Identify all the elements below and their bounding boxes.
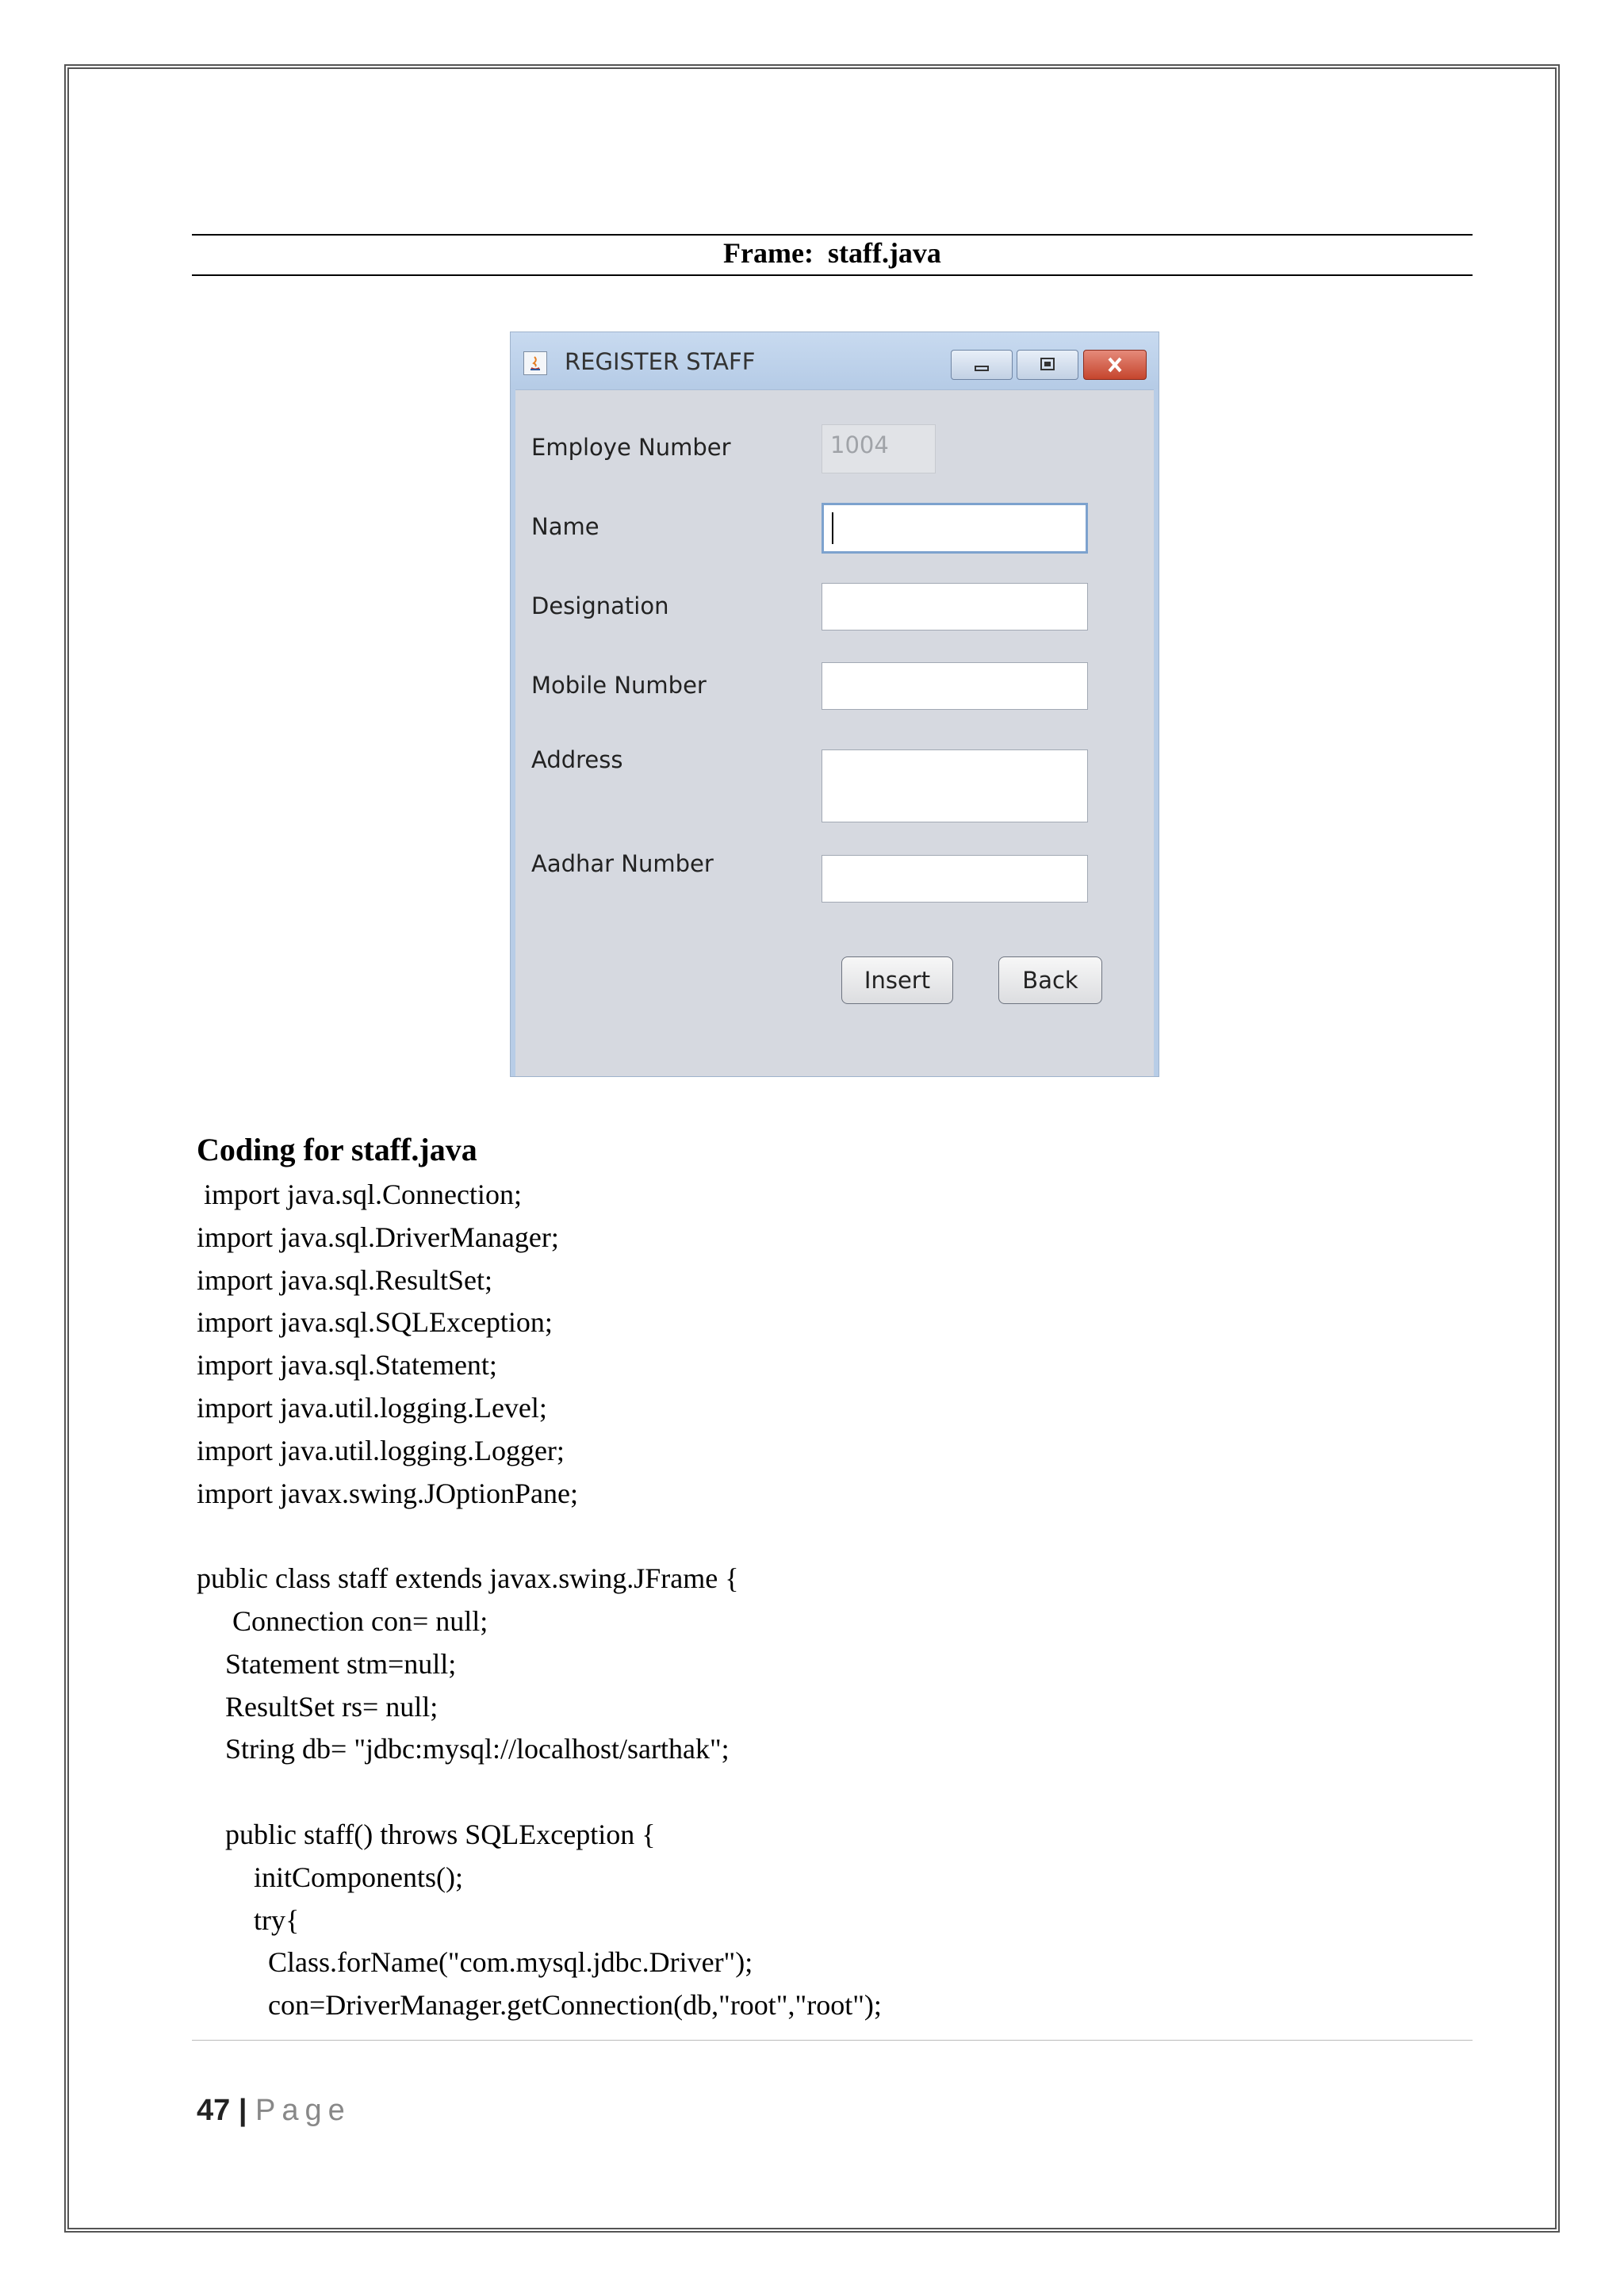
- page-word: Page: [255, 2094, 351, 2127]
- caption-bottom-rule: [192, 274, 1473, 276]
- name-input[interactable]: [822, 503, 1088, 554]
- caption-top-rule: [192, 234, 1473, 236]
- register-staff-window: [510, 332, 1159, 1077]
- aadhar-number-label: Aadhar Number: [531, 850, 714, 877]
- footer-rule: [192, 2040, 1473, 2041]
- name-label: Name: [531, 513, 599, 540]
- window-left-edge: [511, 389, 515, 1076]
- frame-caption: Frame: staff.java: [723, 237, 941, 269]
- minimize-icon: [952, 351, 1012, 379]
- window-titlebar: [511, 332, 1159, 390]
- window-right-edge: [1154, 389, 1159, 1076]
- address-label: Address: [531, 746, 623, 773]
- code-heading: Coding for staff.java: [197, 1132, 477, 1167]
- footer-separator: |: [238, 2094, 247, 2127]
- designation-input[interactable]: [822, 583, 1088, 631]
- employee-number-label: Employe Number: [531, 434, 731, 461]
- aadhar-number-input[interactable]: [822, 855, 1088, 903]
- designation-label: Designation: [531, 592, 669, 619]
- page-number: 47: [197, 2094, 231, 2127]
- maximize-icon: [1017, 351, 1078, 379]
- close-icon: [1084, 351, 1146, 379]
- back-button[interactable]: Back: [998, 956, 1102, 1004]
- page-footer: [197, 2094, 351, 2128]
- java-icon: [523, 351, 547, 375]
- mobile-number-label: Mobile Number: [531, 672, 707, 699]
- minimize-button[interactable]: [951, 350, 1013, 380]
- employee-number-field: [822, 424, 936, 473]
- maximize-button[interactable]: [1017, 350, 1078, 380]
- mobile-number-input[interactable]: [822, 662, 1088, 710]
- text-caret: [832, 512, 833, 544]
- address-input[interactable]: [822, 749, 1088, 822]
- insert-button[interactable]: Insert: [841, 956, 953, 1004]
- code-listing: import java.sql.Connection; import java.sql.DriverManager; import java.sql.ResultSet; import java.sql.SQLException; import java.sql.Statement; import java.util.logging.Level; import java.util.logging.Logger; import javax.swing.JOptionPane; public class staff extends javax.swing.JFrame { Connection con= null; Statement stm=null; ResultSet rs= null; String db= "jdbc:mysql://localhost/sarthak"; public staff() throws SQLException { initComponents(); try{ Class.forName("com.mysql.jdbc.Driver"); con=DriverManager.getConnection(db,"root","root");: [197, 1179, 882, 2022]
- window-title: REGISTER STAFF: [565, 348, 756, 375]
- employee-number-value: 1004: [830, 431, 889, 458]
- close-button[interactable]: [1083, 350, 1147, 380]
